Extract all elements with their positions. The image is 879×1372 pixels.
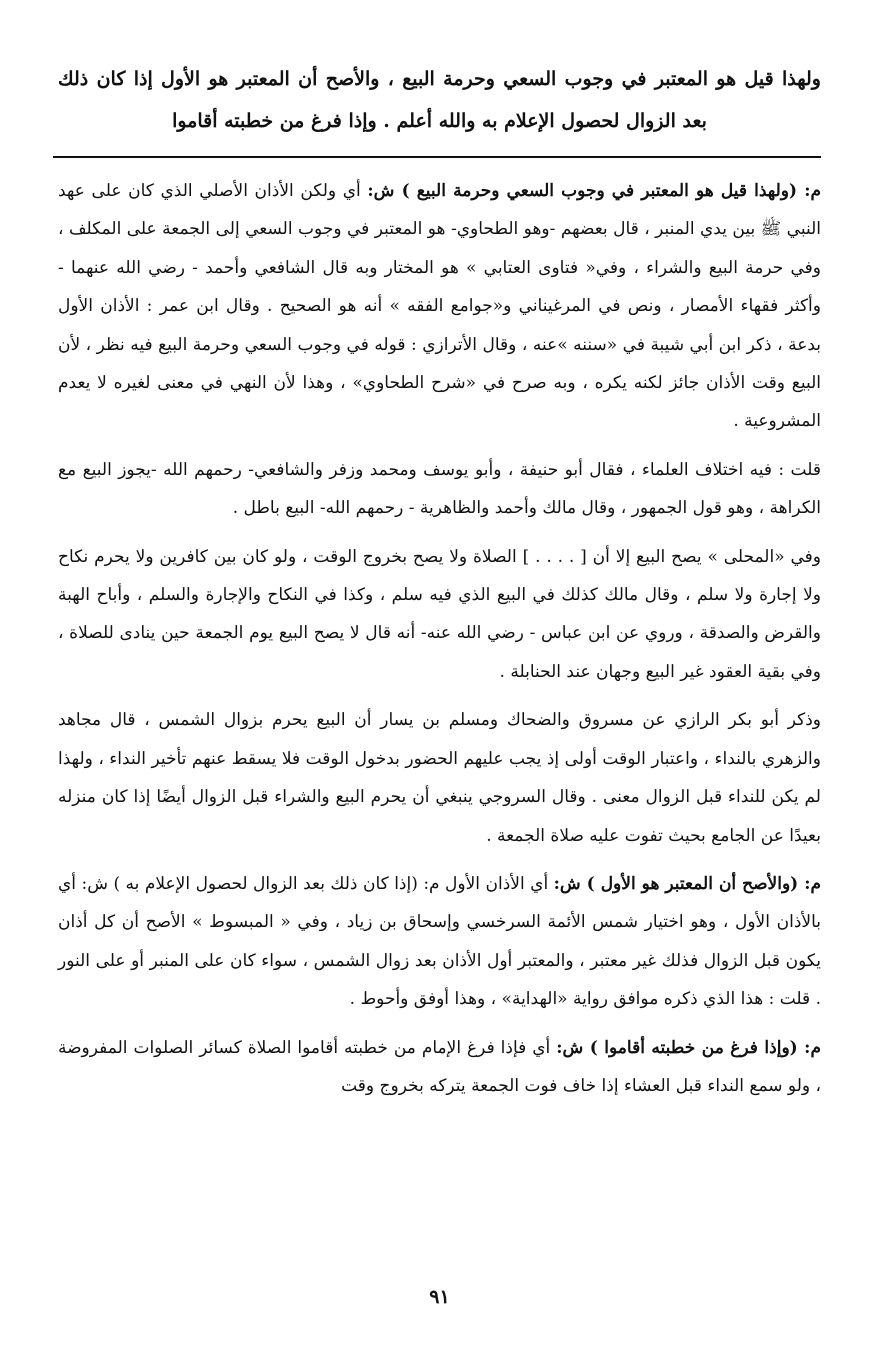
- paragraph-lead: م: (والأصح أن المعتبر هو الأول ) ش:: [553, 873, 822, 894]
- separator-rule: [53, 156, 821, 158]
- paragraph-text: وفي «المحلى » يصح البيع إلا أن [ . . . . ] الصلاة ولا يصح بخروج الوقت ، ولو كان بين كافرين ولا يحرم نكاح ولا إجارة ولا سلم ، وقال مالك كذلك في البيع الذي فيه سلم ، وكذا في النكاح والإجارة والسلم ، وأباح الهبة والقرض والصدقة ، وروي عن ابن عباس - رضي الله عنه- أنه قال لا يصح البيع يوم الجمعة حين ينادى للصلاة ، وفي بقية العقود غير البيع وجهان عند الحنابلة .: [58, 546, 821, 682]
- paragraph-text: قلت : فيه اختلاف العلماء ، فقال أبو حنيفة ، وأبو يوسف ومحمد وزفر والشافعي- رحمهم الله -يجوز البيع مع الكراهة ، وهو قول الجمهور ، وقال مالك وأحمد والظاهرية - رحمهم الله- البيع باطل .: [58, 459, 821, 519]
- paragraph-text: أي الأذان الأول م: (إذا كان ذلك بعد الزوال لحصول الإعلام به ) ش: أي بالأذان الأول ، وهو اختيار شمس الأئمة السرخسي وإسحاق بن زياد ، وفي « المبسوط » الأصح أن كل أذان يكون قبل الزوال فذلك غير معتبر ، والمعتبر أول الأذان بعد زوال الشمس ، سواء كان على المنبر أو على النور . قلت : هذا الذي ذكره موافق رواية «الهداية» ، وهذا أوفق وأحوط .: [58, 873, 821, 1010]
- paragraph-5: [58, 865, 821, 1019]
- paragraph-3: [58, 538, 821, 692]
- paragraph-lead: م: (ولهذا قيل هو المعتبر في وجوب السعي وحرمة البيع ) ش:: [367, 181, 822, 201]
- paragraph-6: [58, 1029, 821, 1106]
- page-number: ٩١: [429, 1286, 450, 1308]
- paragraph-text: أي ولكن الأذان الأصلي الذي كان على عهد النبي ﷺ بين يدي المنبر ، قال بعضهم -وهو الطحاوي- هو المعتبر في وجوب السعي إلى الجمعة على المكلف ، وفي حرمة البيع والشراء ، وفي« فتاوى العتابي » هو المختار وبه قال الشافعي وأحمد - رضي الله عنهما - وأكثر فقهاء الأمصار ، ونص في المرغيناني و«جوامع الفقه » أنه هو الصحيح . وقال ابن عمر : الأذان الأول بدعة ، ذكر ابن أبي شيبة في «سننه »عنه ، وقال الأترازي : قوله في وجوب السعي وحرمة البيع فيه نظر ، لأن البيع وقت الأذان جائز لكنه يكره ، وبه صرح في «شرح الطحاوي» ، وهذا لأن النهي في معنى لغيره لا يعدم المشروعية .: [58, 181, 821, 432]
- paragraph-1: [58, 172, 821, 441]
- paragraph-text: أي فإذا فرغ الإمام من خطبته أقاموا الصلاة كسائر الصلوات المفروضة ، ولو سمع النداء قبل العشاء إذا خاف فوت الجمعة يتركه بخروج وقت: [58, 1037, 821, 1096]
- paragraph-lead: م: (وإذا فرغ من خطبته أقاموا ) ش:: [556, 1037, 821, 1058]
- paragraph-text: وذكر أبو بكر الرازي عن مسروق والضحاك ومسلم بن يسار أن البيع يحرم بزوال الشمس ، قال مجاهد والزهري بالنداء ، واعتبار الوقت أولى إذ يجب عليهم الحضور بدخول الوقت فلا يسقط عنهم تأخير النداء ، ولهذا لم يكن للنداء قبل الزوال معنى . وقال السروجي ينبغي أن يحرم البيع والشراء قبل الزوال أيضًا إذا كان منزله بعيدًا عن الجامع بحيث تفوت عليه صلاة الجمعة .: [58, 710, 821, 846]
- commentary: [58, 172, 821, 1105]
- matn-text: ولهذا قيل هو المعتبر في وجوب السعي وحرمة البيع ، والأصح أن المعتبر هو الأول إذا كان ذلك بعد الزوال لحصول الإعلام به والله أعلم . وإذا فرغ من خطبته أقاموا: [58, 68, 821, 132]
- paragraph-4: [58, 701, 821, 855]
- paragraph-2: [58, 451, 821, 528]
